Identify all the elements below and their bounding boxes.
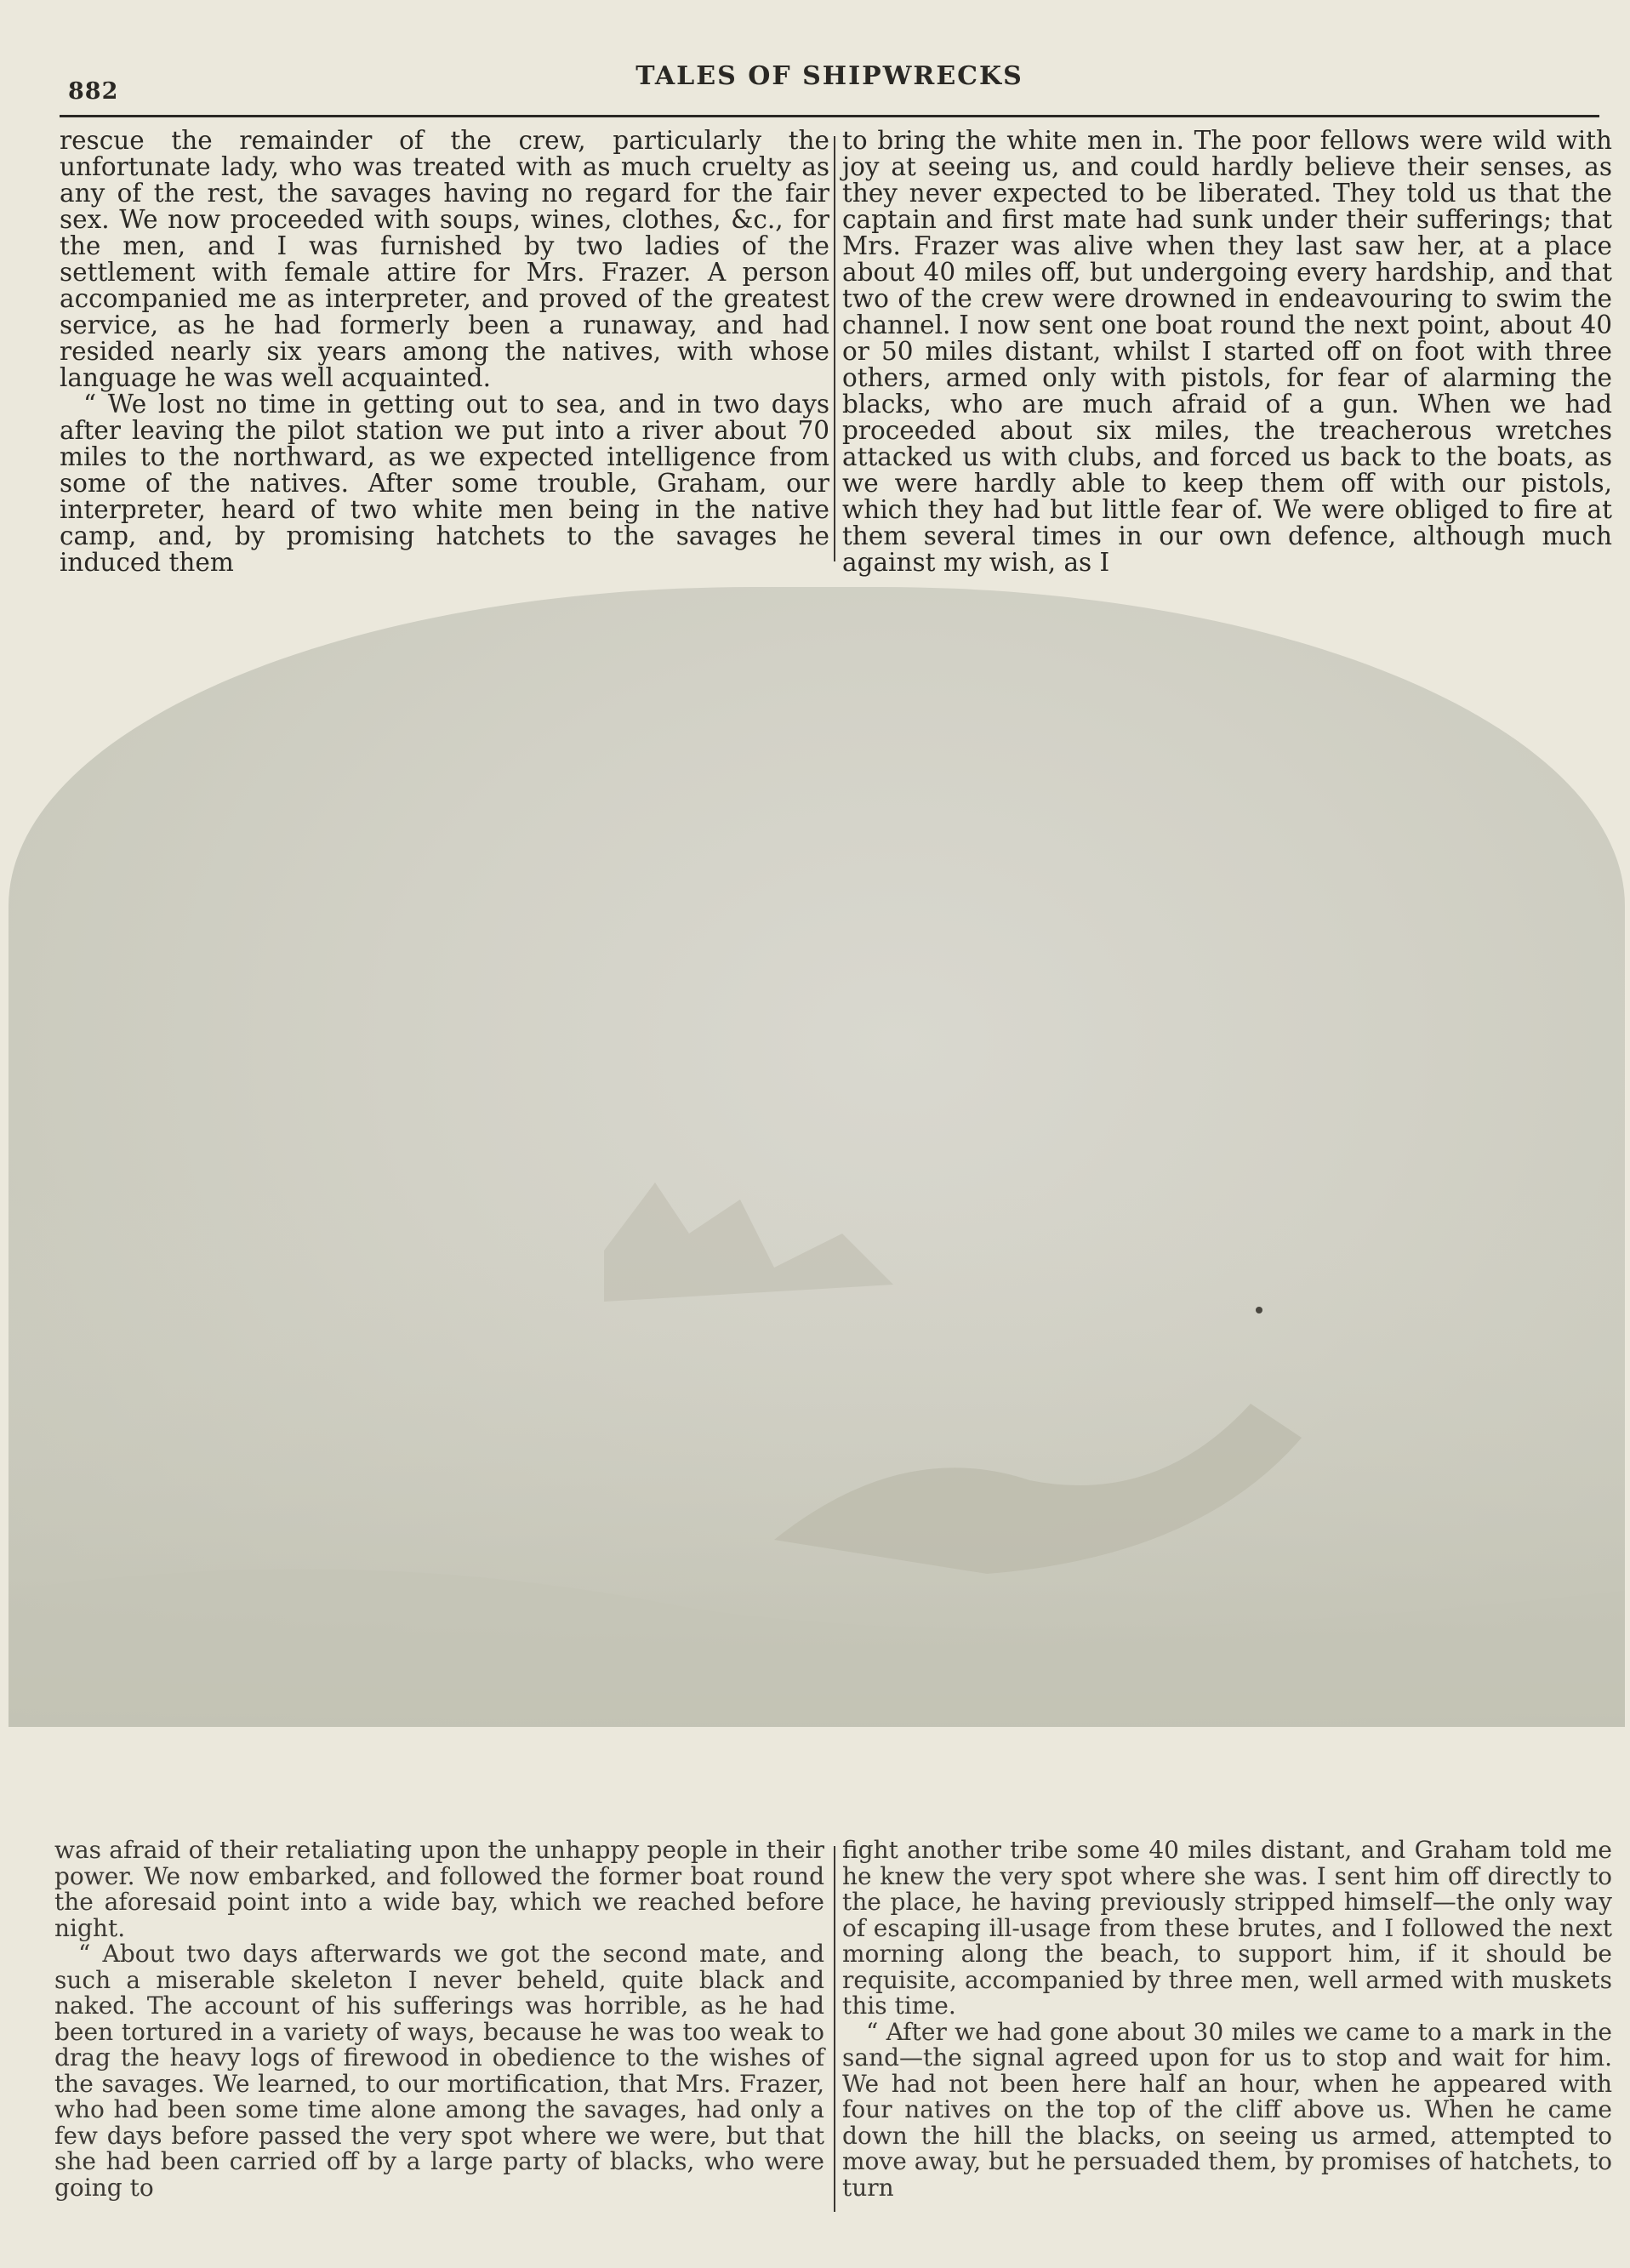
top-left-column bbox=[60, 128, 829, 576]
page-number: 882 bbox=[68, 78, 119, 105]
paragraph: “ About two days afterwards we got the second mate, and such a miserable skeleton I never beheld, quite black and naked. The account of his sufferings was horrible, as he had been tortured in a variety of ways, because he was too weak to drag the heavy logs of firewood in obedience to the wishes of the savages. We learned, to our mortification, that Mrs. Frazer, who had been some time alone among the savages, had only a few days before passed the very spot where we were, but that she had been carried off by a large party of blacks, who were going to bbox=[54, 1940, 824, 2202]
column-divider bbox=[834, 1846, 835, 2212]
column-divider bbox=[834, 136, 835, 561]
running-title: TALES OF SHIPWRECKS bbox=[635, 61, 1023, 91]
engraving-shading bbox=[9, 587, 1625, 1727]
bottom-left-column bbox=[54, 1838, 824, 2201]
paragraph: rescue the remainder of the crew, particularly the unfortunate lady, who was treated with as much cruelty as any of the rest, the savages having no regard for the fair sex. We now proceeded with soups, wines, clothes, &c., for the men, and I was furnished by two ladies of the settlement with female attire for Mrs. Frazer. A person accompanied me as interpreter, and proved of the greatest service, as he had formerly been a runaway, and had resided nearly six years among the natives, with whose language he was well acquainted. bbox=[60, 126, 829, 392]
page-header bbox=[60, 53, 1599, 112]
paragraph: fight another tribe some 40 miles distant, and Graham told me he knew the very spot where she was. I sent him off directly to the place, he having previously stripped himself—the only way of escaping ill-usage from these brutes, and I followed the next morning along the beach, to support him, if it should be requisite, accompanied by three men, well armed with muskets this time. bbox=[842, 1836, 1612, 2020]
header-rule bbox=[60, 115, 1599, 117]
shipwreck-engraving bbox=[9, 587, 1625, 1727]
paragraph: was afraid of their retaliating upon the unhappy people in their power. We now embarked, and followed the former boat round the aforesaid point into a wide bay, which we reached before night. bbox=[54, 1836, 824, 1942]
paragraph: “ After we had gone about 30 miles we came to a mark in the sand—the signal agreed upon for us to stop and wait for him. We had not been here half an hour, when he appeared with four natives on the top of the cliff above us. When he came down the hill the blacks, on seeing us armed, attempted to move away, but he persuaded them, by promises of hatchets, to turn bbox=[842, 2017, 1612, 2202]
paragraph: to bring the white men in. The poor fellows were wild with joy at seeing us, and could hardly believe their senses, as they never expected to be liberated. They told us that the captain and first mate had sunk under their sufferings; that Mrs. Frazer was alive when they last saw her, at a place about 40 miles off, but undergoing every hardship, and that two of the crew were drowned in endeavouring to swim the channel. I now sent one boat round the next point, about 40 or 50 miles distant, whilst I started off on foot with three others, armed only with pistols, for fear of alarming the blacks, who are much afraid of a gun. When we had proceeded about six miles, the treacherous wretches attacked us with clubs, and forced us back to the boats, as we were hardly able to keep them off with our pistols, which they had but little fear of. We were obliged to fire at them several times in our own defence, although much against my wish, as I bbox=[842, 126, 1612, 577]
bottom-right-column bbox=[842, 1838, 1612, 2201]
paragraph: “ We lost no time in getting out to sea, and in two days after leaving the pilot station we put into a river about 70 miles to the northward, as we expected intelligence from some of the natives. After some trouble, Graham, our interpreter, heard of two white men being in the native camp, and, by promising hatchets to the savages he induced them bbox=[60, 390, 829, 577]
top-right-column bbox=[842, 128, 1612, 576]
